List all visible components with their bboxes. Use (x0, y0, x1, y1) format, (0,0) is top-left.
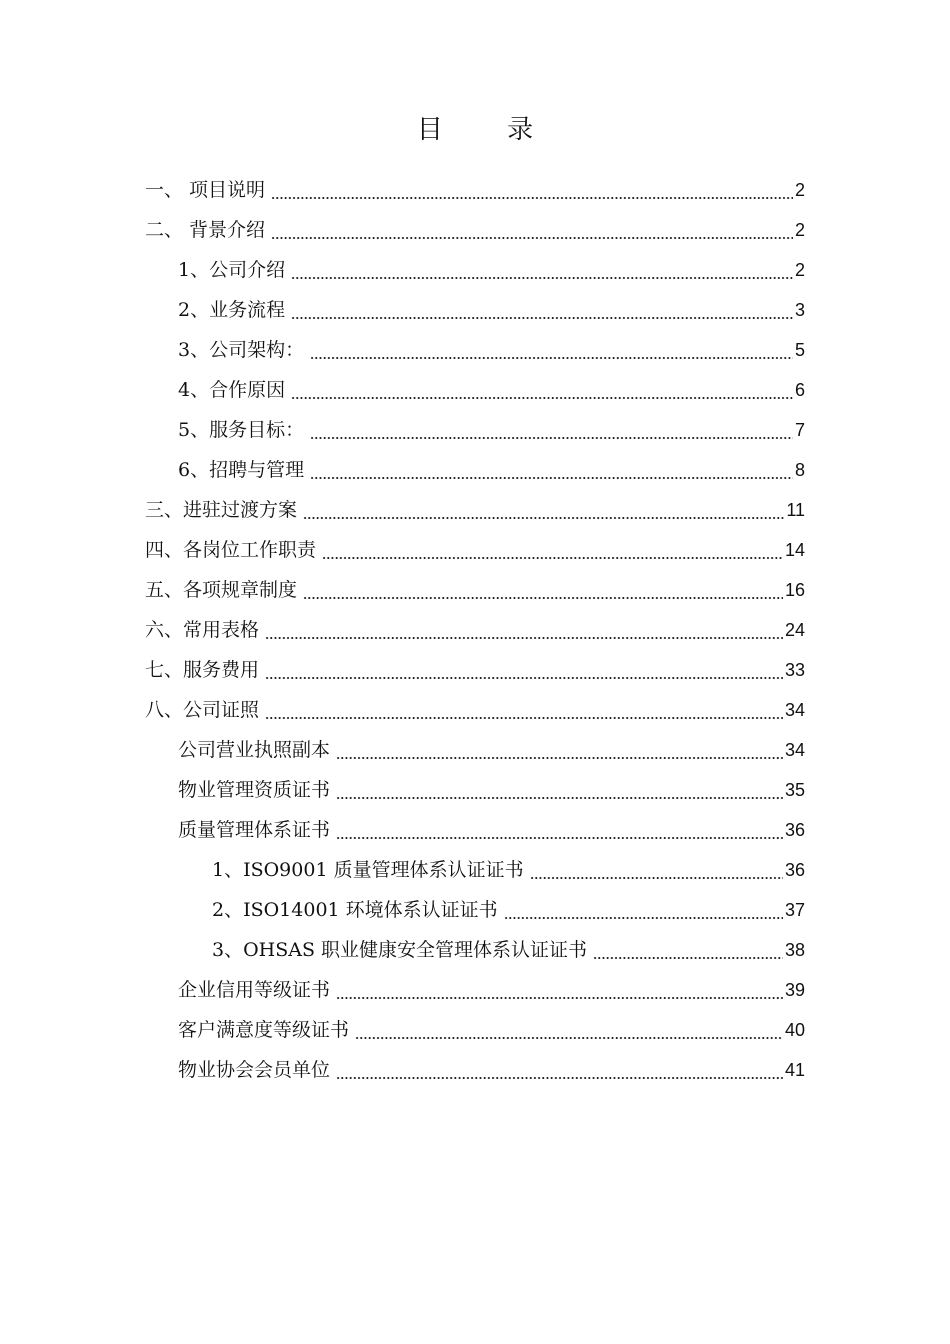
toc-entry[interactable] (0, 170, 950, 210)
toc-dot-leader (322, 557, 783, 559)
toc-page-number: 37 (784, 900, 805, 920)
toc-dot-leader (336, 837, 783, 839)
toc-entry[interactable] (0, 850, 950, 890)
toc-page-number: 24 (784, 620, 805, 640)
toc-entry[interactable] (0, 970, 950, 1010)
toc-page-number: 8 (794, 460, 805, 480)
toc-page-number: 41 (784, 1060, 805, 1080)
toc-dot-leader (504, 917, 783, 919)
toc-dot-leader (265, 637, 783, 639)
toc-entry-text: 七、服务费用 (145, 659, 260, 681)
toc-entry-text: 企业信用等级证书 (178, 979, 331, 1001)
toc-entry[interactable] (0, 450, 950, 490)
toc-entry[interactable] (0, 930, 950, 970)
toc-dot-leader (303, 517, 784, 519)
toc-entry-text: 二、 背景介绍 (145, 219, 266, 241)
toc-entry[interactable] (0, 690, 950, 730)
toc-page-number: 36 (784, 820, 805, 840)
toc-dot-leader (303, 597, 783, 599)
toc-dot-leader (291, 397, 793, 399)
toc-page-number: 2 (794, 180, 805, 200)
toc-dot-leader (336, 757, 783, 759)
toc-page-number: 39 (784, 980, 805, 1000)
toc-page-number: 34 (784, 700, 805, 720)
toc-entry-text: 公司营业执照副本 (178, 739, 331, 761)
toc-entry[interactable] (0, 610, 950, 650)
toc-entry-text: 2、业务流程 (178, 299, 286, 321)
toc-page-number: 33 (784, 660, 805, 680)
toc-entry[interactable] (0, 290, 950, 330)
toc-entry-text: 2、ISO14001 环境体系认证证书 (212, 899, 498, 921)
toc-entry-text: 物业管理资质证书 (178, 779, 331, 801)
toc-dot-leader (310, 357, 793, 359)
toc-entry-text: 物业协会会员单位 (178, 1059, 331, 1081)
toc-page-number: 11 (786, 500, 805, 520)
toc-entry[interactable] (0, 250, 950, 290)
toc-dot-leader (336, 997, 783, 999)
toc-page-number: 7 (794, 420, 805, 440)
toc-dot-leader (310, 437, 793, 439)
toc-entry-text: 1、ISO9001 质量管理体系认证证书 (212, 859, 524, 881)
toc-page-number: 36 (784, 860, 805, 880)
toc-entry[interactable] (0, 410, 950, 450)
toc-entry-text: 六、常用表格 (145, 619, 260, 641)
toc-entry-text: 3、OHSAS 职业健康安全管理体系认证证书 (212, 939, 588, 961)
toc-entry[interactable] (0, 770, 950, 810)
toc-dot-leader (530, 877, 783, 879)
toc-page-number: 16 (784, 580, 805, 600)
toc-dot-leader (291, 317, 793, 319)
toc-entry[interactable] (0, 210, 950, 250)
page-title: 目 录 (416, 115, 562, 145)
toc-page-number: 35 (784, 780, 805, 800)
toc-dot-leader (336, 797, 783, 799)
toc-dot-leader (265, 717, 783, 719)
toc-entry[interactable] (0, 570, 950, 610)
toc-page-number: 6 (794, 380, 805, 400)
toc-entry-text: 1、公司介绍 (178, 259, 286, 281)
toc-entry[interactable] (0, 890, 950, 930)
toc-dot-leader (265, 677, 783, 679)
toc-dot-leader (310, 477, 793, 479)
toc-page-number: 34 (784, 740, 805, 760)
table-of-contents (0, 170, 950, 1090)
toc-entry[interactable] (0, 330, 950, 370)
toc-entry-text: 客户满意度等级证书 (178, 1019, 350, 1041)
toc-entry[interactable] (0, 370, 950, 410)
toc-entry[interactable] (0, 1050, 950, 1090)
toc-entry-text: 五、各项规章制度 (145, 579, 298, 601)
toc-entry[interactable] (0, 530, 950, 570)
toc-page-number: 3 (794, 300, 805, 320)
toc-entry-text: 6、招聘与管理 (178, 459, 305, 481)
toc-entry-text: 一、 项目说明 (145, 179, 266, 201)
toc-dot-leader (355, 1037, 783, 1039)
toc-page-number: 38 (784, 940, 805, 960)
toc-dot-leader (291, 277, 793, 279)
toc-dot-leader (593, 957, 783, 959)
toc-dot-leader (271, 197, 793, 199)
toc-page-number: 14 (784, 540, 805, 560)
toc-entry-text: 3、公司架构： (178, 339, 305, 361)
toc-entry[interactable] (0, 730, 950, 770)
toc-entry-text: 质量管理体系证书 (178, 819, 331, 841)
toc-entry[interactable] (0, 810, 950, 850)
toc-entry[interactable] (0, 490, 950, 530)
toc-entry[interactable] (0, 650, 950, 690)
toc-entry-text: 5、服务目标： (178, 419, 305, 441)
toc-entry-text: 4、合作原因 (178, 379, 286, 401)
toc-page-number: 2 (794, 260, 805, 280)
toc-entry-text: 四、各岗位工作职责 (145, 539, 317, 561)
toc-dot-leader (336, 1077, 783, 1079)
toc-page-number: 5 (794, 340, 805, 360)
toc-page-number: 40 (784, 1020, 805, 1040)
toc-entry-text: 三、进驻过渡方案 (145, 499, 298, 521)
toc-page-number: 2 (794, 220, 805, 240)
toc-entry[interactable] (0, 1010, 950, 1050)
toc-dot-leader (271, 237, 793, 239)
toc-entry-text: 八、公司证照 (145, 699, 260, 721)
